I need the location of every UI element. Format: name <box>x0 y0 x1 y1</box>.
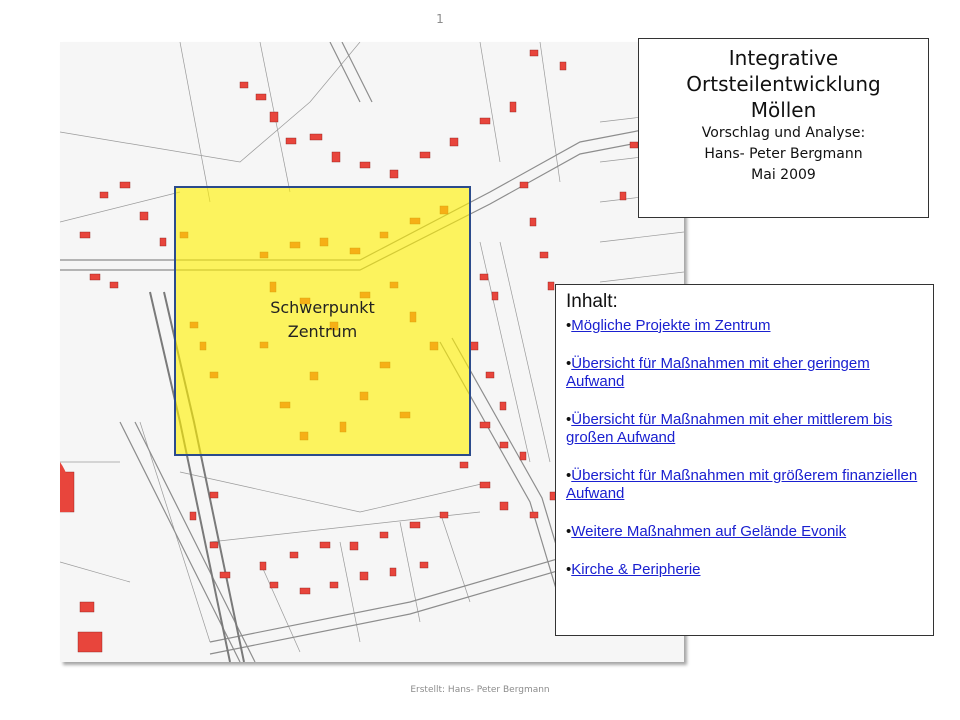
footer-credit: Erstellt: Hans- Peter Bergmann <box>410 685 550 695</box>
bullet: • <box>566 523 572 540</box>
link-church-periphery[interactable]: Kirche & Peripherie <box>571 561 701 578</box>
bullet: • <box>566 355 572 372</box>
page-number: 1 <box>436 12 444 26</box>
focus-area-label <box>176 296 469 344</box>
bullet: • <box>566 467 572 484</box>
focus-area-center <box>174 186 471 456</box>
bullet: • <box>566 561 572 578</box>
title-line2: Ortsteilentwicklung <box>686 72 881 96</box>
contents-list <box>566 317 923 579</box>
list-item <box>566 523 923 541</box>
subtitle-line3: Mai 2009 <box>751 167 816 183</box>
list-item <box>566 561 923 579</box>
contents-box <box>555 284 934 636</box>
subtitle-line1: Vorschlag und Analyse: <box>701 125 866 141</box>
list-item <box>566 467 923 503</box>
link-low-effort-measures[interactable]: Übersicht für Maßnahmen mit eher geringem Aufwand <box>566 355 870 390</box>
link-high-cost-measures[interactable]: Übersicht für Maßnahmen mit größerem finanziellen Aufwand <box>566 467 918 502</box>
title-line3: Möllen <box>750 98 817 122</box>
list-item <box>566 317 923 335</box>
list-item <box>566 411 923 447</box>
title-line1: Integrative <box>728 46 839 70</box>
bullet: • <box>566 411 572 428</box>
focus-label-line1: Schwerpunkt <box>270 298 375 317</box>
link-medium-effort-measures[interactable]: Übersicht für Maßnahmen mit eher mittlerem bis großen Aufwand <box>566 411 893 446</box>
contents-title: Inhalt: <box>566 291 618 312</box>
focus-label-line2: Zentrum <box>287 322 358 341</box>
subtitle-line2: Hans- Peter Bergmann <box>704 146 863 162</box>
link-evonik-measures[interactable]: Weitere Maßnahmen auf Gelände Evonik <box>571 523 847 540</box>
bullet: • <box>566 317 572 334</box>
title-box <box>638 38 929 218</box>
list-item <box>566 355 923 391</box>
link-projects-center[interactable]: Mögliche Projekte im Zentrum <box>571 317 771 334</box>
